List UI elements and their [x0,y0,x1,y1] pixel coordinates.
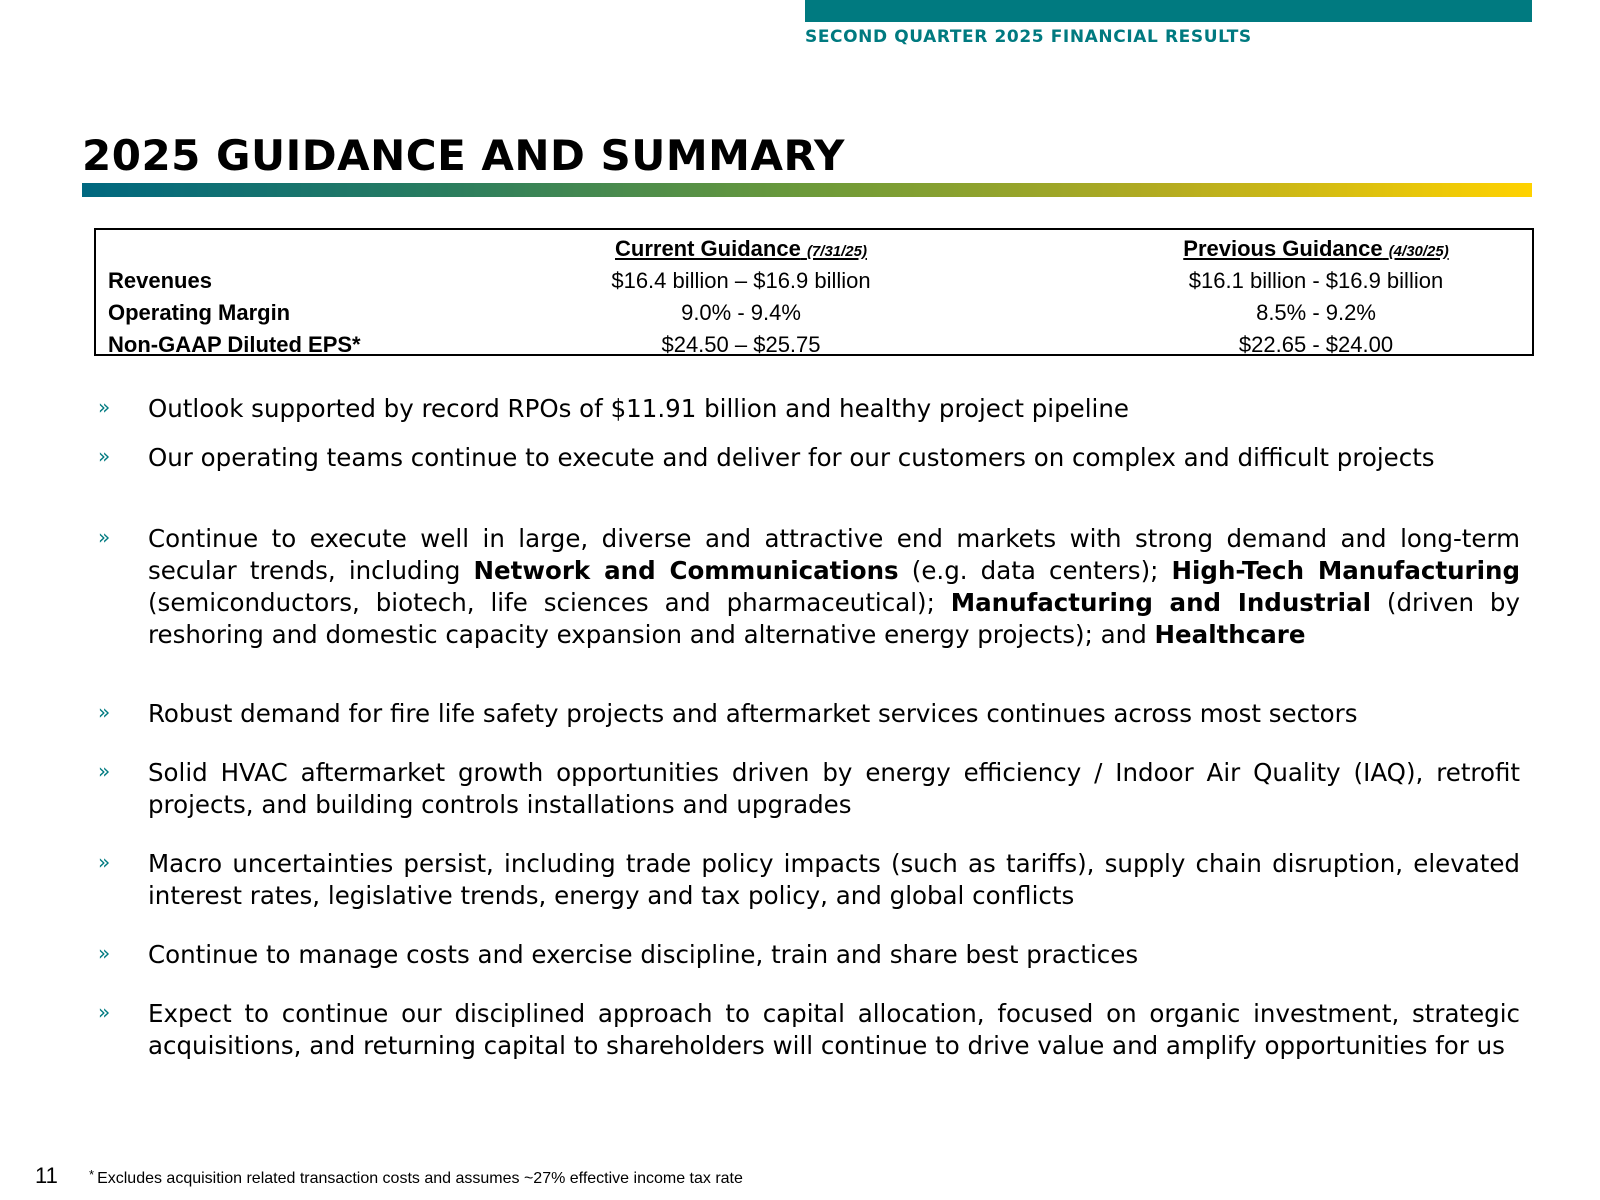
bullet-segment: (semiconductors, biotech, life sciences and pharmaceutical); [148,588,951,617]
bullet-chevron-icon: » [98,700,111,724]
header-accent-bar [805,0,1532,22]
bullet-item [96,393,1520,425]
page-title: 2025 GUIDANCE AND SUMMARY [82,131,845,180]
bullet-text: Expect to continue our disciplined approach to capital allocation, focused on organic investment, strategic acquisitions, and returning capital to shareholders will continue to drive value and amplify opportunities for us [148,999,1520,1060]
current-guidance-title: Current Guidance [615,236,801,261]
row-label-operating-margin: Operating Margin [108,300,291,325]
current-guidance-date: (7/31/25) [806,243,867,260]
previous-guidance-title: Previous Guidance [1183,236,1383,261]
bullet-chevron-icon: » [98,850,111,874]
bullet-segment-bold: High-Tech Manufacturing [1171,556,1520,585]
bullet-text: Solid HVAC aftermarket growth opportunities driven by energy efficiency / Indoor Air Quality (IAQ), retrofit projects, and building controls installations and upgrades [148,758,1520,819]
bullet-text: Outlook supported by record RPOs of $11.91 billion and healthy project pipeline [148,394,1129,423]
bullet-chevron-icon: » [98,759,111,783]
previous-guidance-header [1156,236,1476,262]
bullet-chevron-icon: » [98,941,111,965]
bullet-item [96,442,1520,474]
bullet-segment: (e.g. data centers); [898,556,1172,585]
bullet-chevron-icon: » [98,395,111,419]
previous-guidance-date: (4/30/25) [1388,243,1449,260]
page-number: 11 [35,1163,58,1188]
bullet-item [96,523,1520,651]
bullet-segment: (driven by reshoring and domestic capacity expansion and alternative energy projects); and [148,588,1520,649]
revenues-previous: $16.1 billion - $16.9 billion [1188,268,1444,293]
eps-previous: $22.65 - $24.00 [1238,332,1394,357]
bullet-segment-bold: Network and Communications [473,556,899,585]
bullet-item [96,939,1520,971]
bullet-segment-bold: Manufacturing and Industrial [950,588,1371,617]
bullet-text: Our operating teams continue to execute and deliver for our customers on complex and difficult projects [148,443,1435,472]
bullet-segment-bold: Healthcare [1154,620,1306,649]
current-guidance-header [586,236,896,262]
title-gradient-rule [82,183,1532,197]
bullet-chevron-icon: » [98,525,111,549]
row-label-revenues: Revenues [108,268,212,293]
footnote-text: Excludes acquisition related transaction costs and assumes ~27% effective income tax rate [97,1170,743,1187]
guidance-table [94,228,1534,356]
bullet-item [96,757,1520,821]
section-label: SECOND QUARTER 2025 FINANCIAL RESULTS [805,27,1252,47]
footnote [89,1167,743,1188]
operating-margin-current: 9.0% - 9.4% [681,300,801,325]
operating-margin-previous: 8.5% - 9.2% [1256,300,1376,325]
bullet-text: Macro uncertainties persist, including trade policy impacts (such as tariffs), supply chain disruption, elevated interest rates, legislative trends, energy and tax policy, and global conflicts [148,849,1520,910]
row-label-eps: Non-GAAP Diluted EPS* [108,332,361,357]
bullet-item [96,998,1520,1062]
eps-current: $24.50 – $25.75 [661,332,821,357]
bullet-item [96,848,1520,912]
bullet-segment: Continue to execute well in large, diverse and attractive end markets with strong demand and long-term secular trends, including [148,524,1520,585]
bullet-text-end-markets [148,523,1520,651]
bullet-text: Continue to manage costs and exercise discipline, train and share best practices [148,940,1139,969]
revenues-current: $16.4 billion – $16.9 billion [611,268,871,293]
bullet-text: Robust demand for fire life safety projects and aftermarket services continues across most sectors [148,699,1358,728]
footnote-marker: * [89,1167,95,1182]
bullet-item [96,698,1520,730]
bullet-chevron-icon: » [98,1000,111,1024]
bullet-chevron-icon: » [98,444,111,468]
